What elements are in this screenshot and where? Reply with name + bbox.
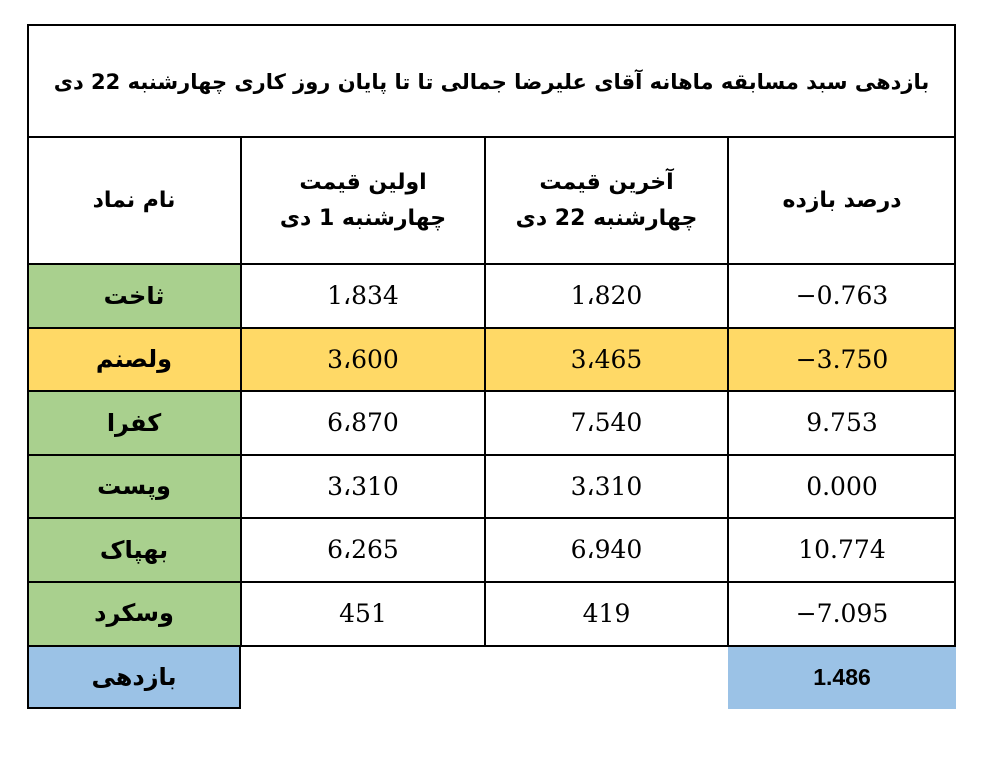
column-divider-3 xyxy=(727,136,729,646)
cell-symbol-value: ثاخت xyxy=(103,281,165,310)
cell-symbol-value: وسکرد xyxy=(94,599,174,628)
header-top-border xyxy=(27,136,956,138)
cell-last xyxy=(485,264,728,328)
cell-first xyxy=(241,264,485,328)
left-border xyxy=(27,136,29,646)
cell-ret-value: 0.000 xyxy=(806,471,878,501)
cell-symbol xyxy=(27,328,241,392)
row-divider xyxy=(27,517,956,519)
cell-first xyxy=(241,391,485,455)
table-title-cell xyxy=(27,24,956,137)
cell-first xyxy=(241,518,485,582)
cell-last-value: 3،465 xyxy=(570,344,643,374)
cell-symbol-value: وپست xyxy=(97,472,171,501)
cell-first-value: 3،310 xyxy=(327,471,399,501)
cell-first-value: 6،265 xyxy=(327,535,399,565)
cell-last xyxy=(485,582,728,646)
header-bottom-border xyxy=(27,263,956,265)
cell-symbol xyxy=(27,582,241,646)
summary-value-cell xyxy=(728,646,956,709)
right-border xyxy=(954,136,956,646)
cell-symbol xyxy=(27,518,241,582)
row-divider xyxy=(27,327,956,329)
header-last-price-line1: آخرین قیمت xyxy=(539,170,674,196)
cell-ret xyxy=(728,518,956,582)
cell-ret xyxy=(728,582,956,646)
table-title: بازدهی سبد مسابقه ماهانه آقای علیرضا جمالی تا تا پایان روز کاری چهارشنبه 22 دی xyxy=(53,69,930,94)
cell-first xyxy=(241,582,485,646)
cell-ret-value: 9.753 xyxy=(806,408,878,438)
cell-ret xyxy=(728,264,956,328)
row-divider xyxy=(27,390,956,392)
cell-last-value: 3،310 xyxy=(570,471,643,501)
cell-first-value: 6،870 xyxy=(327,408,399,438)
cell-symbol-value: ولصنم xyxy=(95,345,173,374)
header-last-price xyxy=(485,137,728,264)
cell-symbol xyxy=(27,455,241,519)
cell-first-value: 1،834 xyxy=(327,281,399,311)
cell-ret xyxy=(728,455,956,519)
cell-ret-value: −0.763 xyxy=(795,281,889,311)
cell-last-value: 419 xyxy=(582,598,631,628)
cell-ret xyxy=(728,391,956,455)
cell-symbol xyxy=(27,264,241,328)
header-first-price-line1: اولین قیمت xyxy=(299,170,427,196)
summary-value: 1.486 xyxy=(813,664,871,690)
column-divider-1 xyxy=(240,136,242,646)
column-divider-2 xyxy=(484,136,486,646)
cell-last-value: 6،940 xyxy=(570,535,643,565)
summary-label: بازدهی xyxy=(91,662,177,691)
row-divider xyxy=(27,581,956,583)
cell-first-value: 3،600 xyxy=(327,344,399,374)
row-divider xyxy=(27,454,956,456)
header-symbol-label: نام نماد xyxy=(92,187,176,213)
header-first-price xyxy=(241,137,485,264)
cell-first-value: 451 xyxy=(339,598,387,628)
cell-last xyxy=(485,328,728,392)
cell-first xyxy=(241,455,485,519)
cell-symbol-value: کفرا xyxy=(106,408,162,437)
header-symbol xyxy=(27,137,241,264)
cell-last xyxy=(485,391,728,455)
summary-label-cell xyxy=(27,646,241,709)
cell-last-value: 7،540 xyxy=(570,408,643,438)
table-bottom-border xyxy=(27,645,956,647)
cell-ret-value: −3.750 xyxy=(795,344,889,374)
cell-ret-value: −7.095 xyxy=(795,598,889,628)
cell-first xyxy=(241,328,485,392)
header-last-price-line2: چهارشنبه 22 دی xyxy=(515,205,698,231)
cell-ret xyxy=(728,328,956,392)
cell-symbol-value: بهپاک xyxy=(99,535,169,564)
cell-symbol xyxy=(27,391,241,455)
cell-ret-value: 10.774 xyxy=(798,535,886,565)
cell-last-value: 1،820 xyxy=(570,281,643,311)
header-return-percent-label: درصد بازده xyxy=(782,187,902,213)
cell-last xyxy=(485,455,728,519)
header-return-percent xyxy=(728,137,956,264)
cell-last xyxy=(485,518,728,582)
header-first-price-line2: چهارشنبه 1 دی xyxy=(279,205,447,231)
